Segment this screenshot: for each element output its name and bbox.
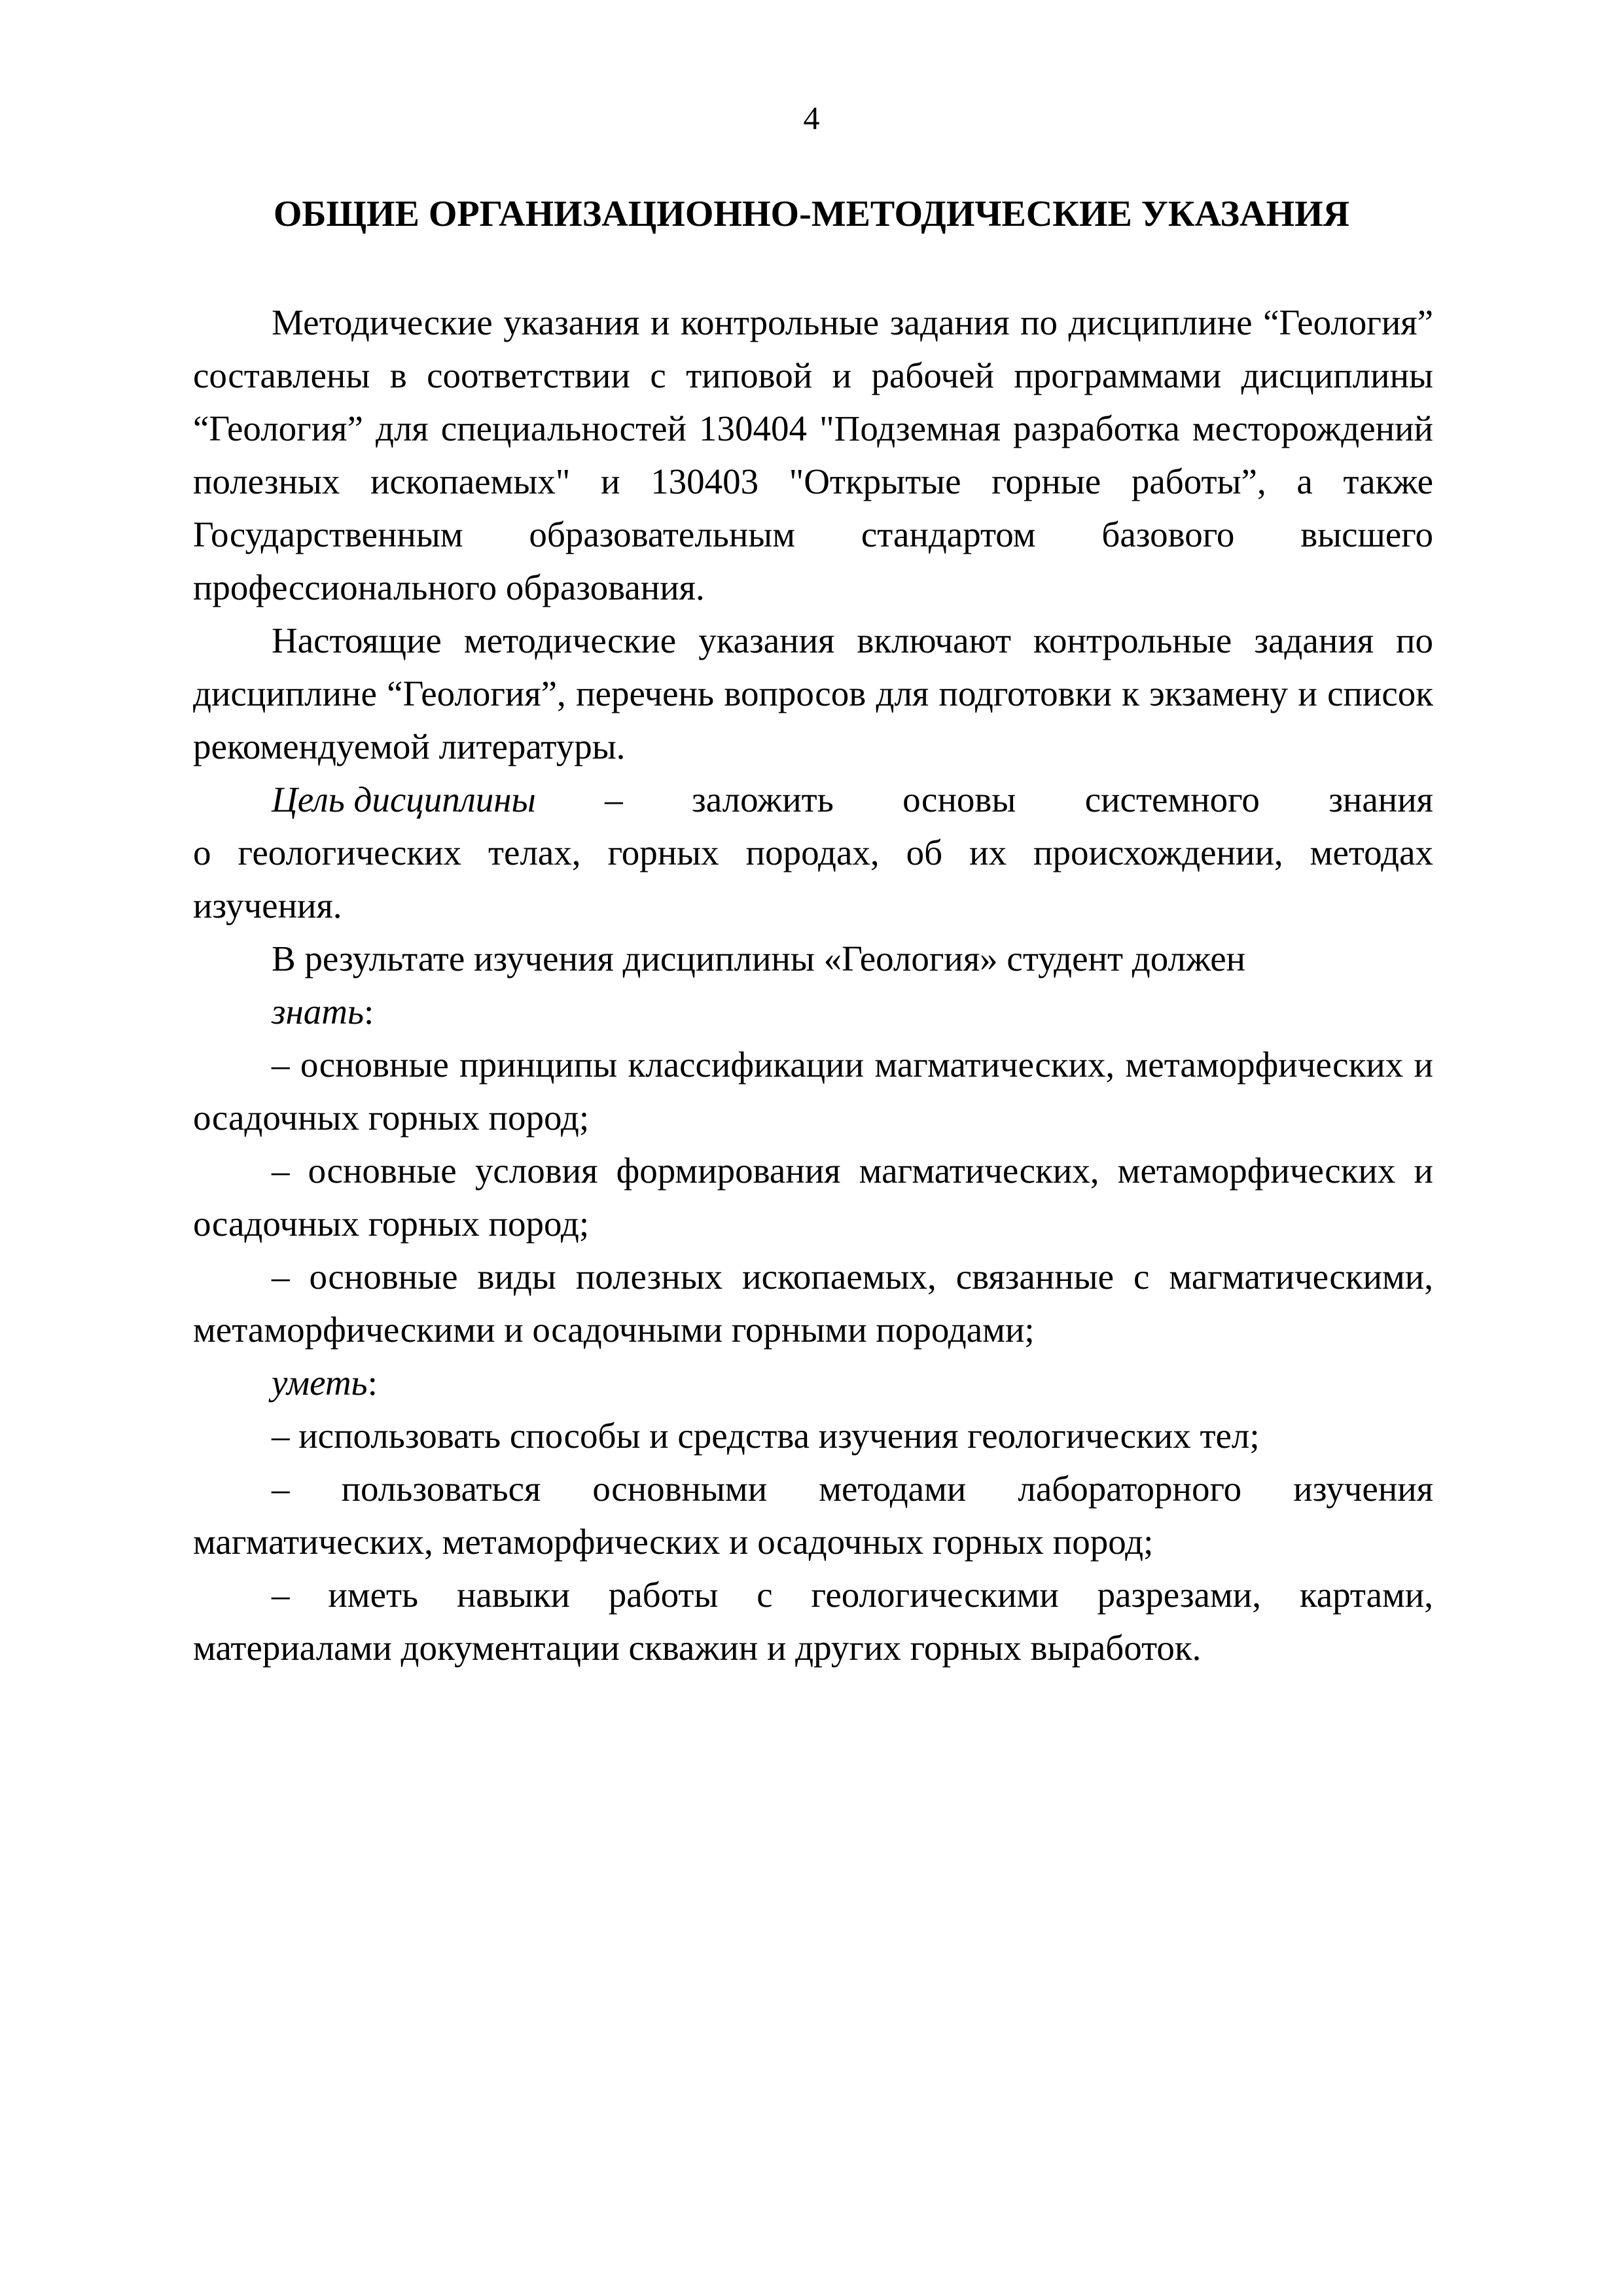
able-heading: уметь: (272, 1363, 378, 1403)
list-item: – основные принципы классификации магматических, метаморфических и осадочных горных пород; (193, 1045, 1433, 1138)
goal-label: Цель дисциплины (272, 780, 536, 819)
paragraph-intro: Методические указания и контрольные задания по дисциплине “Геология” составлены в соответствии с типовой и рабочей программами дисциплины “Геология” для специальностей 130404 "Подземная разработка месторождений полезных ископаемых" и 130403 "Открытые горные работы”, а также Государственным образовательным стандартом базового высшего профессионального образования. (193, 302, 1433, 607)
goal-continuation: о геологических телах, горных породах, об их происхождении, методах изучения. (193, 833, 1433, 925)
goal-first-line (193, 773, 1433, 826)
know-heading: знать: (272, 992, 374, 1031)
goal-word: – (605, 780, 623, 819)
document-body (193, 296, 1433, 1674)
list-item: – основные условия формирования магматических, метаморфических и осадочных горных пород; (193, 1151, 1433, 1244)
list-item: – пользоваться основными методами лабораторного изучения магматических, метаморфических и осадочных горных пород; (193, 1469, 1433, 1562)
able-label: уметь (272, 1363, 368, 1403)
goal-word: заложить (692, 780, 834, 819)
list-item: – основные виды полезных ископаемых, связанные с магматическими, метаморфическими и осадочными горными породами; (193, 1257, 1433, 1350)
paragraph-contents: Настоящие методические указания включают контрольные задания по дисциплине “Геология”, перечень вопросов для подготовки к экзамену и список рекомендуемой литературы. (193, 620, 1433, 766)
list-item: – использовать способы и средства изучения геологических тел; (272, 1416, 1260, 1456)
list-item: – иметь навыки работы с геологическими разрезами, картами, материалами документации скважин и других горных выработок. (193, 1575, 1433, 1668)
paragraph-result: В результате изучения дисциплины «Геология» студент должен (272, 939, 1246, 978)
page-title: ОБЩИЕ ОРГАНИЗАЦИОННО-МЕТОДИЧЕСКИЕ УКАЗАНИЯ (273, 194, 1350, 234)
goal-word: знания (1329, 780, 1433, 819)
page-number: 4 (803, 99, 820, 136)
goal-word: системного (1084, 780, 1260, 819)
know-label: знать (272, 992, 364, 1031)
goal-word: основы (902, 780, 1016, 819)
